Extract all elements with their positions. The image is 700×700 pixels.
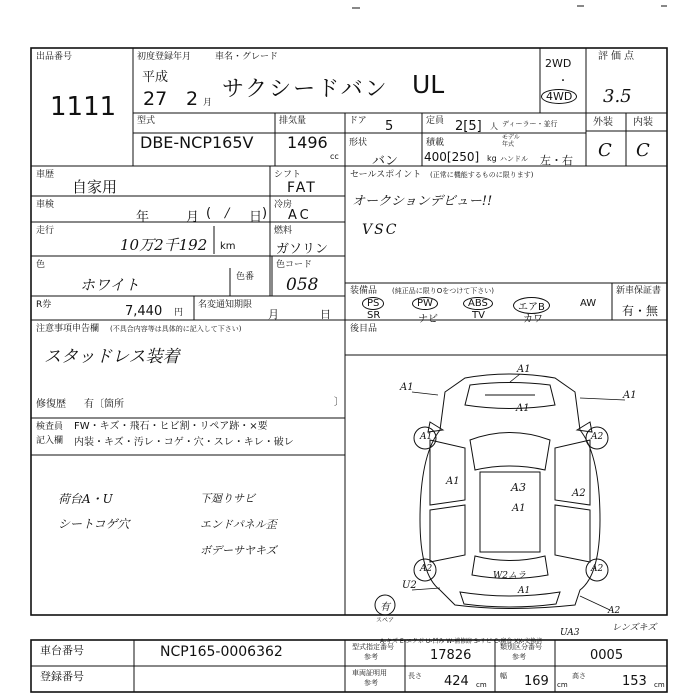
capacity-value: 2[5] bbox=[455, 119, 482, 134]
recycle-unit: 円 bbox=[174, 308, 184, 318]
shaken-paren-open: ( bbox=[206, 206, 212, 221]
history-value: 自家用 bbox=[72, 178, 118, 196]
equip-abs: ABS bbox=[463, 297, 493, 310]
drive-4wd: 4WD bbox=[541, 89, 577, 104]
shaken-year: 年 bbox=[136, 210, 150, 225]
class-code-value: 0005 bbox=[590, 648, 624, 663]
warranty-value: 有・無 bbox=[622, 304, 659, 318]
handle-label: ハンドル bbox=[500, 155, 528, 163]
notes-value: スタッドレス装着 bbox=[44, 347, 180, 367]
model-label: 型式 bbox=[137, 116, 156, 126]
doors-label: ドア bbox=[349, 116, 367, 126]
model-code-value: 17826 bbox=[430, 648, 472, 663]
rating-value: 3.5 bbox=[603, 86, 632, 107]
shape-label: 形状 bbox=[349, 138, 368, 148]
mark-ua3: UA3 bbox=[560, 628, 580, 638]
sales-point-note: (正常に機能するものに限ります) bbox=[430, 171, 534, 179]
warranty-label: 新車保証書 bbox=[616, 286, 662, 296]
shaken-slash: / bbox=[225, 206, 230, 221]
repair-label: 修復歴 bbox=[36, 399, 66, 410]
model-year-text: モデル 年式 bbox=[502, 134, 520, 148]
width-value: 169 bbox=[524, 674, 549, 689]
lot-label: 出品番号 bbox=[36, 52, 73, 62]
color-num-label: 色番 bbox=[236, 272, 255, 282]
color-label: 色 bbox=[36, 260, 46, 270]
load-label: 積載 bbox=[426, 138, 445, 148]
inspection-label2: 記入欄 bbox=[36, 436, 64, 446]
color-value: ホワイト bbox=[80, 276, 140, 294]
model-code-sub: 参考 bbox=[364, 653, 378, 661]
equip-aw: AW bbox=[580, 298, 597, 309]
length-label: 長さ bbox=[408, 672, 422, 680]
mark-fl-wheel: A1 bbox=[420, 432, 433, 442]
mark-right-a1: A1 bbox=[623, 390, 637, 401]
mark-roof-a3: A3 bbox=[511, 481, 526, 494]
hand-right2: エンドパネル歪 bbox=[200, 518, 277, 531]
equip-ps: PS bbox=[362, 297, 384, 310]
color-code-value: 058 bbox=[286, 275, 319, 295]
notes-label: 注意事項申告欄 bbox=[36, 324, 100, 334]
notes-sub: (不具合内容等は具体的に記入して下さい) bbox=[110, 325, 242, 333]
shaken-month: 月 bbox=[186, 210, 200, 225]
model-code-label: 型式指定番号 bbox=[352, 643, 394, 651]
mark-roof-a1: A1 bbox=[512, 503, 526, 514]
diagram-legend: A-キズ E-エクボ U-凹み W-補修跡 S-サビ C-腐食 XX-交換済 bbox=[380, 638, 543, 645]
registration-month: 2 bbox=[186, 88, 199, 110]
interior-label: 内装 bbox=[633, 117, 653, 128]
hand-right1: 下廻りサビ bbox=[200, 492, 255, 505]
shaken-day: 日 bbox=[249, 210, 263, 225]
car-grade: UL bbox=[412, 70, 445, 99]
registration-year: 27 bbox=[143, 88, 168, 110]
chassis-value: NCP165-0006362 bbox=[160, 644, 283, 660]
equip-tv: TV bbox=[472, 310, 485, 321]
displacement-value: 1496 bbox=[287, 133, 328, 152]
dimensions-label2: 参考 bbox=[364, 679, 378, 687]
equip-airbag: エアB bbox=[513, 297, 550, 314]
mark-front-a1: A1 bbox=[517, 364, 531, 375]
length-value: 424 bbox=[444, 674, 469, 689]
sales-point-label: セールスポイント bbox=[350, 170, 422, 180]
equip-pw: PW bbox=[412, 297, 438, 310]
mark-rear-a1: A1 bbox=[518, 586, 531, 596]
history-label: 車歴 bbox=[36, 170, 55, 180]
exterior-value: C bbox=[598, 140, 612, 161]
fuel-value: ガソリン bbox=[276, 242, 329, 257]
mileage-unit: km bbox=[220, 241, 236, 252]
sales-point-line2: VSC bbox=[362, 222, 399, 238]
load-value: 400[250] bbox=[424, 150, 480, 164]
spare-label: スペア bbox=[376, 617, 395, 624]
registration-month-unit: 月 bbox=[203, 98, 213, 108]
height-label: 高さ bbox=[572, 672, 586, 680]
hand-right3: ボデーサヤキズ bbox=[200, 544, 277, 557]
drive-2wd: 2WD bbox=[545, 57, 572, 70]
equipment-note: (純正品に限りΟをつけて下さい) bbox=[392, 287, 494, 295]
color-code-label: 色コード bbox=[276, 260, 313, 270]
fuel-label: 燃料 bbox=[274, 226, 293, 236]
width-unit: cm bbox=[557, 681, 568, 689]
mark-right-a2: A2 bbox=[572, 488, 586, 499]
height-value: 153 bbox=[622, 674, 647, 689]
meigi-month: 月 bbox=[268, 308, 279, 321]
equip-navi: ナビ bbox=[418, 314, 438, 325]
class-code-label: 類別区分番号 bbox=[500, 643, 542, 651]
chassis-label: 車台番号 bbox=[40, 644, 84, 657]
capacity-unit: 人 bbox=[490, 122, 498, 131]
shift-label: シフト bbox=[274, 170, 302, 180]
mileage-label: 走行 bbox=[36, 226, 55, 236]
mark-rl-wheel: A2 bbox=[420, 564, 433, 574]
mark-fr-wheel: A2 bbox=[591, 432, 604, 442]
shaken-label: 車検 bbox=[36, 200, 55, 210]
hand-left1: 荷台A・U bbox=[58, 492, 113, 506]
height-unit: cm bbox=[654, 681, 665, 689]
equipment-label: 装備品 bbox=[350, 286, 378, 296]
mark-rear-left-a2: U2 bbox=[402, 580, 417, 591]
inspection-row2: 内装・キズ・汚レ・コゲ・穴・スレ・キレ・破レ bbox=[74, 437, 294, 448]
aircon-value: AC bbox=[288, 208, 312, 223]
displacement-unit: cc bbox=[330, 152, 339, 161]
lot-number: 1111 bbox=[50, 92, 117, 122]
width-label: 幅 bbox=[500, 672, 507, 680]
dealer-label: ディーラー・並行 bbox=[502, 120, 558, 128]
repair-bracket-close: 〕 bbox=[334, 397, 344, 408]
repair-value: 有〔箇所 bbox=[84, 399, 124, 410]
dimensions-label1: 車両証明用 bbox=[352, 669, 387, 677]
shaken-paren-close: ) bbox=[262, 206, 268, 221]
registration-era: 平成 bbox=[142, 70, 169, 85]
meigi-day: 日 bbox=[320, 308, 331, 321]
equip-sr: SR bbox=[367, 310, 381, 321]
inspection-row1: FW・キズ・飛石・ヒビ割・リペア跡・×要 bbox=[74, 421, 268, 432]
doors-value: 5 bbox=[385, 119, 394, 134]
mark-rear-w2: W2ムラ bbox=[493, 571, 526, 581]
mileage-value: 10万2千192 bbox=[120, 236, 208, 254]
mark-left-side-a1: A1 bbox=[446, 476, 460, 487]
handle-value: 左・右 bbox=[540, 154, 573, 167]
displacement-label: 排気量 bbox=[279, 116, 307, 126]
drive-dot: ・ bbox=[558, 76, 568, 87]
recycle-value: 7,440 bbox=[125, 304, 163, 319]
aircon-label: 冷房 bbox=[274, 200, 293, 210]
meigi-label: 名変通知期限 bbox=[198, 300, 253, 310]
mark-left-a1: A1 bbox=[400, 382, 414, 393]
shape-value: バン bbox=[372, 154, 399, 169]
plate-label: 登録番号 bbox=[40, 670, 84, 683]
registration-label: 初度登録年月 bbox=[137, 52, 192, 62]
inspection-label1: 検査員 bbox=[36, 422, 64, 432]
mark-spare: 有 bbox=[380, 602, 390, 613]
rating-label: 評価点 bbox=[598, 51, 637, 62]
car-name: サクシードバン bbox=[222, 77, 389, 102]
exterior-label: 外装 bbox=[593, 117, 613, 128]
capacity-label: 定員 bbox=[426, 116, 445, 126]
model-value: DBE-NCP165V bbox=[140, 133, 254, 152]
load-unit: kg bbox=[487, 154, 497, 163]
sales-point-line1: オークションデビュー!! bbox=[352, 194, 493, 209]
length-unit: cm bbox=[476, 681, 487, 689]
class-code-sub: 参考 bbox=[512, 653, 526, 661]
car-label: 車名・グレード bbox=[215, 52, 279, 62]
mark-hood-a1: A1 bbox=[516, 403, 530, 414]
interior-value: C bbox=[636, 140, 650, 161]
shift-value: FAT bbox=[287, 180, 317, 196]
lens-note: レンズキズ bbox=[612, 623, 657, 633]
mark-rr-wheel: A2 bbox=[591, 564, 604, 574]
hand-left2: シートコゲ穴 bbox=[58, 517, 130, 531]
rear-seat-label: 後目品 bbox=[350, 324, 378, 334]
mark-ua2: A2 bbox=[608, 606, 621, 616]
equip-kawa: カワ bbox=[523, 314, 543, 325]
recycle-label: R券 bbox=[36, 300, 52, 310]
